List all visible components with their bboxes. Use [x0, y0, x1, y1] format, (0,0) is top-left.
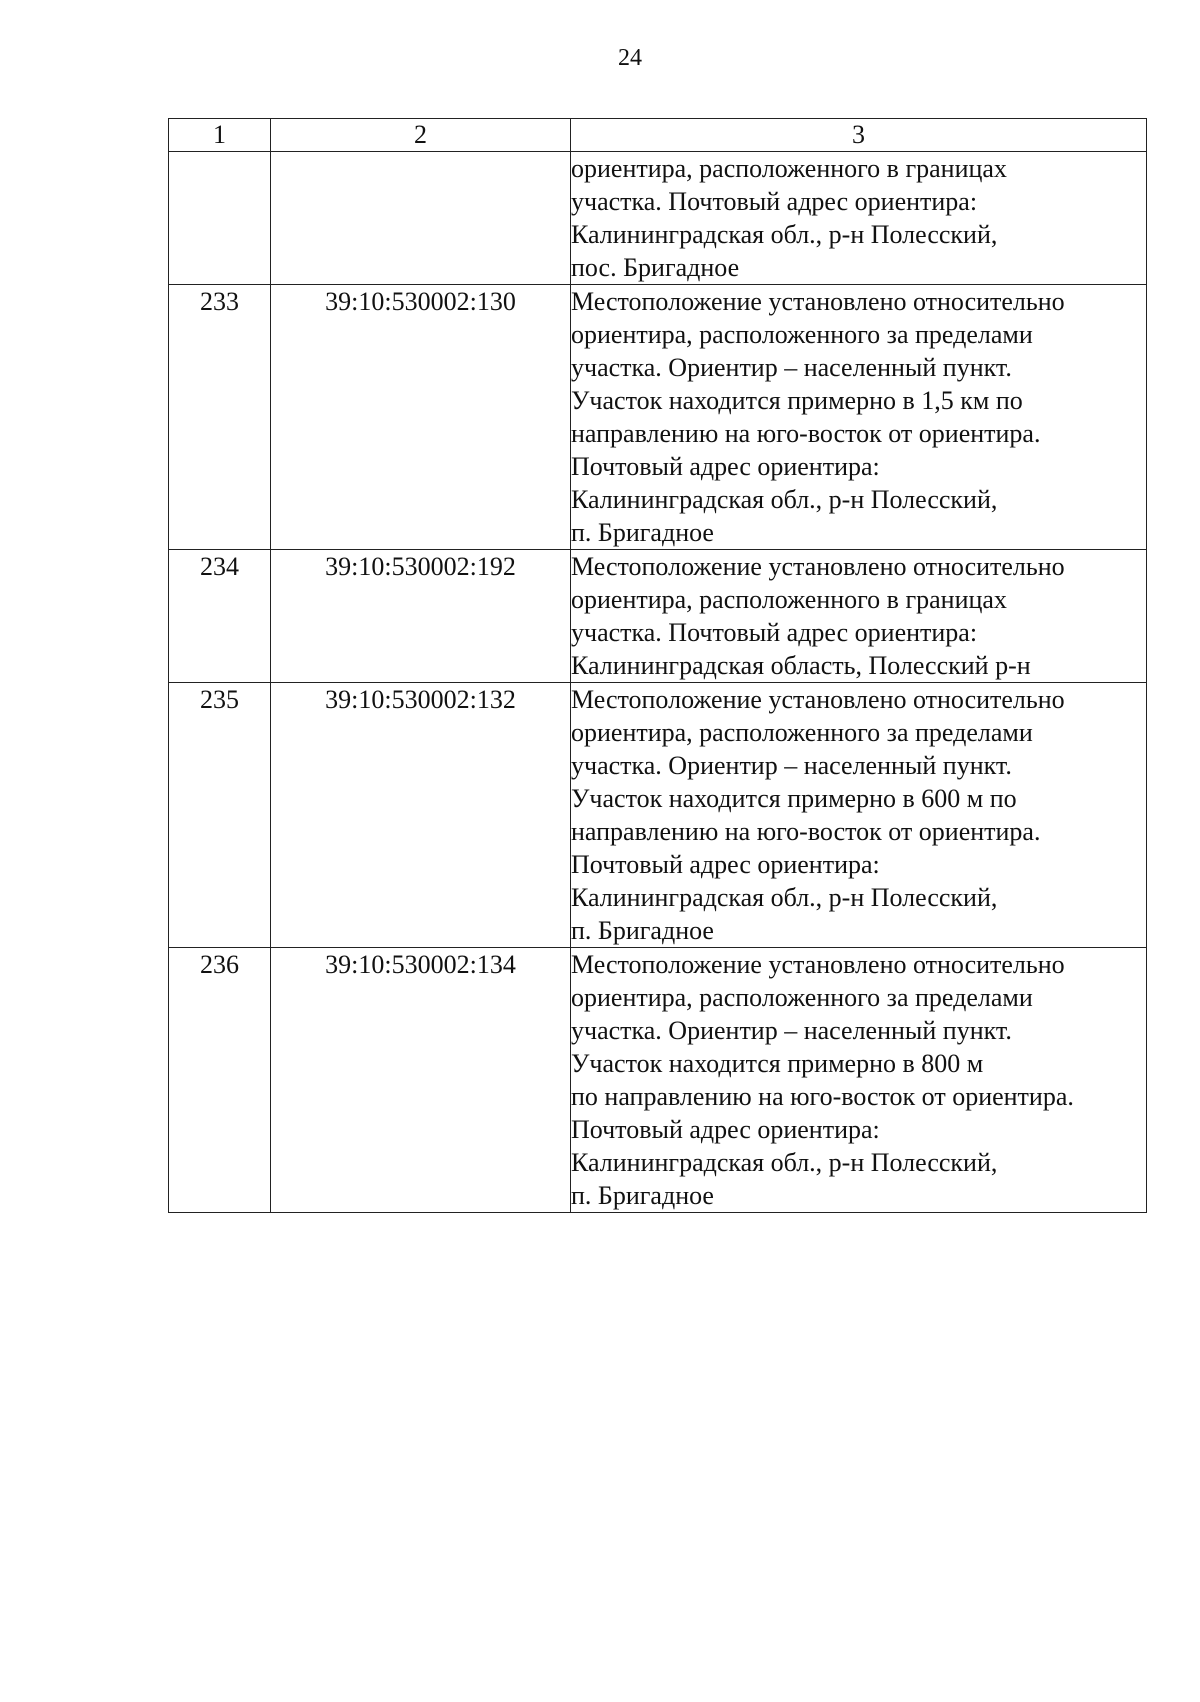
table-row: [169, 683, 1147, 948]
description-line: Калининградская обл., р-н Полесский,: [571, 883, 998, 912]
description-line: п. Бригадное: [571, 1181, 714, 1210]
description-line: ориентира, расположенного за пределами: [571, 983, 1033, 1012]
location-description-cell: [571, 683, 1147, 948]
description-line: участка. Почтовый адрес ориентира:: [571, 618, 978, 647]
location-description-cell: [571, 550, 1147, 683]
description-line: Почтовый адрес ориентира:: [571, 452, 880, 481]
cadastral-number-cell: [271, 152, 571, 285]
description-line: участка. Почтовый адрес ориентира:: [571, 187, 978, 216]
description-line: Калининградская область, Полесский р-н: [571, 651, 1031, 680]
description-line: ориентира, расположенного за пределами: [571, 320, 1033, 349]
column-header-1: 1: [169, 119, 271, 152]
description-line: п. Бригадное: [571, 518, 714, 547]
cadastral-number-cell: 39:10:530002:130: [271, 285, 571, 550]
description-line: Участок находится примерно в 800 м: [571, 1049, 984, 1078]
column-header-3: 3: [571, 119, 1147, 152]
location-description-cell: [571, 152, 1147, 285]
description-line: ориентира, расположенного в границах: [571, 154, 1007, 183]
description-line: Калининградская обл., р-н Полесский,: [571, 1148, 998, 1177]
description-line: Калининградская обл., р-н Полесский,: [571, 485, 998, 514]
land-plot-table: [168, 118, 1147, 1213]
description-line: Участок находится примерно в 1,5 км по: [571, 386, 1023, 415]
description-line: по направлению на юго-восток от ориентира.: [571, 1082, 1074, 1111]
table-header-row: [169, 119, 1147, 152]
row-number-cell: 234: [169, 550, 271, 683]
description-line: участка. Ориентир – населенный пункт.: [571, 353, 1012, 382]
cadastral-number-cell: 39:10:530002:192: [271, 550, 571, 683]
description-line: Местоположение установлено относительно: [571, 950, 1065, 979]
column-header-2: 2: [271, 119, 571, 152]
description-line: Почтовый адрес ориентира:: [571, 850, 880, 879]
row-number-cell: 235: [169, 683, 271, 948]
description-line: Местоположение установлено относительно: [571, 685, 1065, 714]
description-line: пос. Бригадное: [571, 253, 740, 282]
description-line: участка. Ориентир – населенный пункт.: [571, 751, 1012, 780]
row-number-cell: 236: [169, 948, 271, 1213]
description-line: Местоположение установлено относительно: [571, 552, 1065, 581]
table-row: [169, 285, 1147, 550]
description-line: направлению на юго-восток от ориентира.: [571, 817, 1041, 846]
description-line: ориентира, расположенного за пределами: [571, 718, 1033, 747]
description-line: участка. Ориентир – населенный пункт.: [571, 1016, 1012, 1045]
table-row: [169, 550, 1147, 683]
description-line: Участок находится примерно в 600 м по: [571, 784, 1017, 813]
table-row: [169, 152, 1147, 285]
table-body: [169, 152, 1147, 1213]
cadastral-number-cell: 39:10:530002:132: [271, 683, 571, 948]
page-number: 24: [618, 45, 642, 71]
row-number-cell: [169, 152, 271, 285]
cadastral-number-cell: 39:10:530002:134: [271, 948, 571, 1213]
row-number-cell: 233: [169, 285, 271, 550]
description-line: Почтовый адрес ориентира:: [571, 1115, 880, 1144]
description-line: Местоположение установлено относительно: [571, 287, 1065, 316]
table-row: [169, 948, 1147, 1213]
description-line: Калининградская обл., р-н Полесский,: [571, 220, 998, 249]
description-line: направлению на юго-восток от ориентира.: [571, 419, 1041, 448]
description-line: п. Бригадное: [571, 916, 714, 945]
description-line: ориентира, расположенного в границах: [571, 585, 1007, 614]
location-description-cell: [571, 948, 1147, 1213]
location-description-cell: [571, 285, 1147, 550]
